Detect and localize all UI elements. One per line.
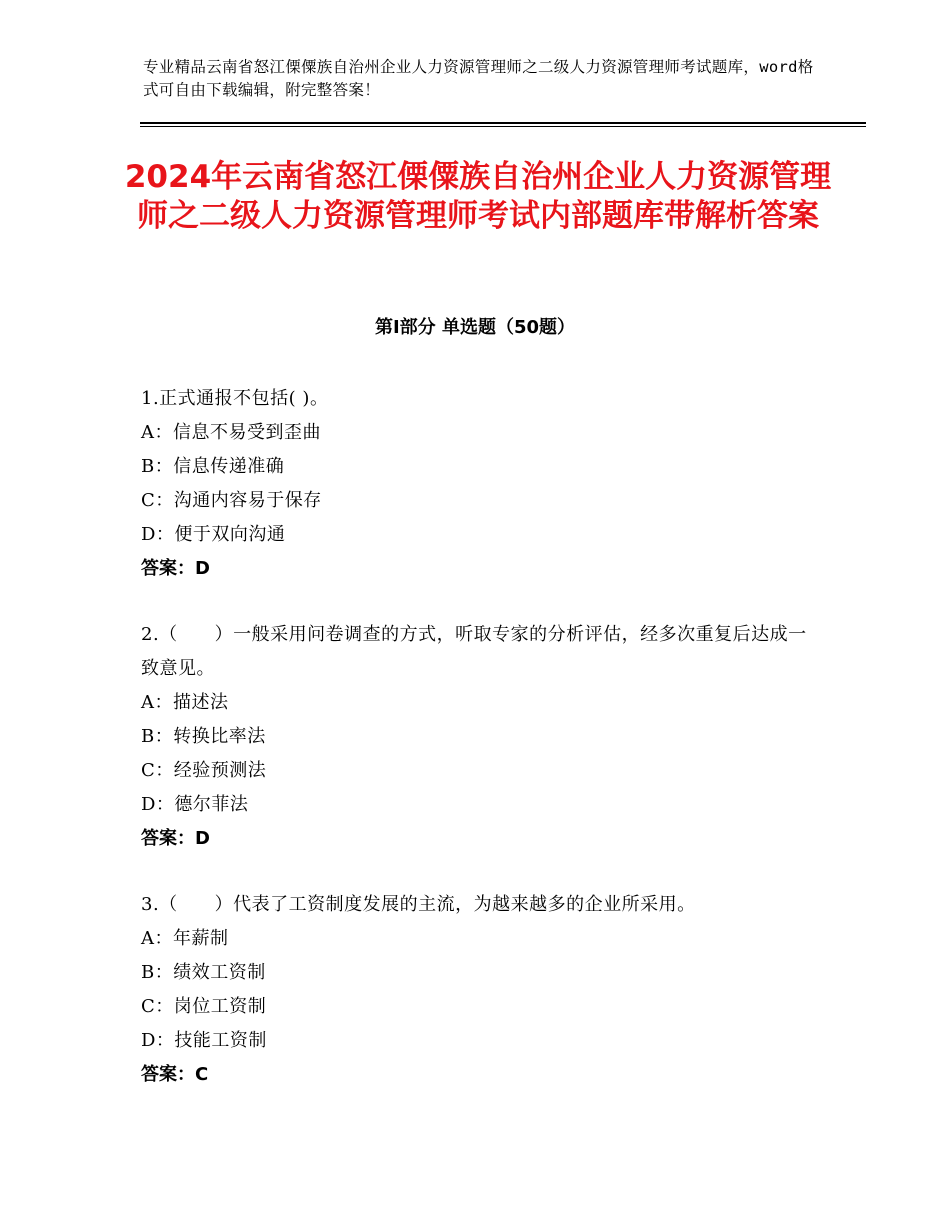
question-2: [141, 618, 821, 856]
option-b: B：绩效工资制: [141, 962, 266, 983]
question-stem: 1.正式通报不包括( )。: [141, 388, 329, 409]
document-title: 2024年云南省怒江傈僳族自治州企业人力资源管理师之二级人力资源管理师考试内部题库带解析答案: [124, 159, 832, 234]
header-rule-thick: [140, 122, 866, 124]
section-title: 第Ⅰ部分 单选题（50题）: [374, 317, 575, 338]
option-b: B：转换比率法: [141, 726, 266, 747]
question-stem: 3.（ ）代表了工资制度发展的主流，为越来越多的企业所采用。: [141, 894, 696, 915]
option-b: B：信息传递准确: [141, 456, 285, 477]
option-d: D：德尔菲法: [141, 794, 249, 815]
option-a: A：年薪制: [141, 928, 229, 949]
option-a: A：描述法: [141, 692, 229, 713]
option-c: C：岗位工资制: [141, 996, 267, 1017]
question-list: [141, 382, 821, 1124]
header-rule-thin: [140, 126, 866, 127]
option-d: D：便于双向沟通: [141, 524, 286, 545]
option-d: D：技能工资制: [141, 1030, 267, 1051]
answer-line: 答案：D: [141, 558, 210, 579]
answer-line: 答案：C: [141, 1064, 209, 1085]
question-3: [141, 888, 821, 1092]
option-c: C：沟通内容易于保存: [141, 490, 322, 511]
question-stem: 2.（ ）一般采用问卷调查的方式，听取专家的分析评估，经多次重复后达成一致意见。: [141, 624, 807, 679]
option-a: A：信息不易受到歪曲: [141, 422, 321, 443]
answer-line: 答案：D: [141, 828, 210, 849]
question-1: [141, 382, 821, 586]
header-note: 专业精品云南省怒江傈僳族自治州企业人力资源管理师之二级人力资源管理师考试题库，word格式可自由下载编辑，附完整答案！: [143, 58, 814, 99]
option-c: C：经验预测法: [141, 760, 267, 781]
